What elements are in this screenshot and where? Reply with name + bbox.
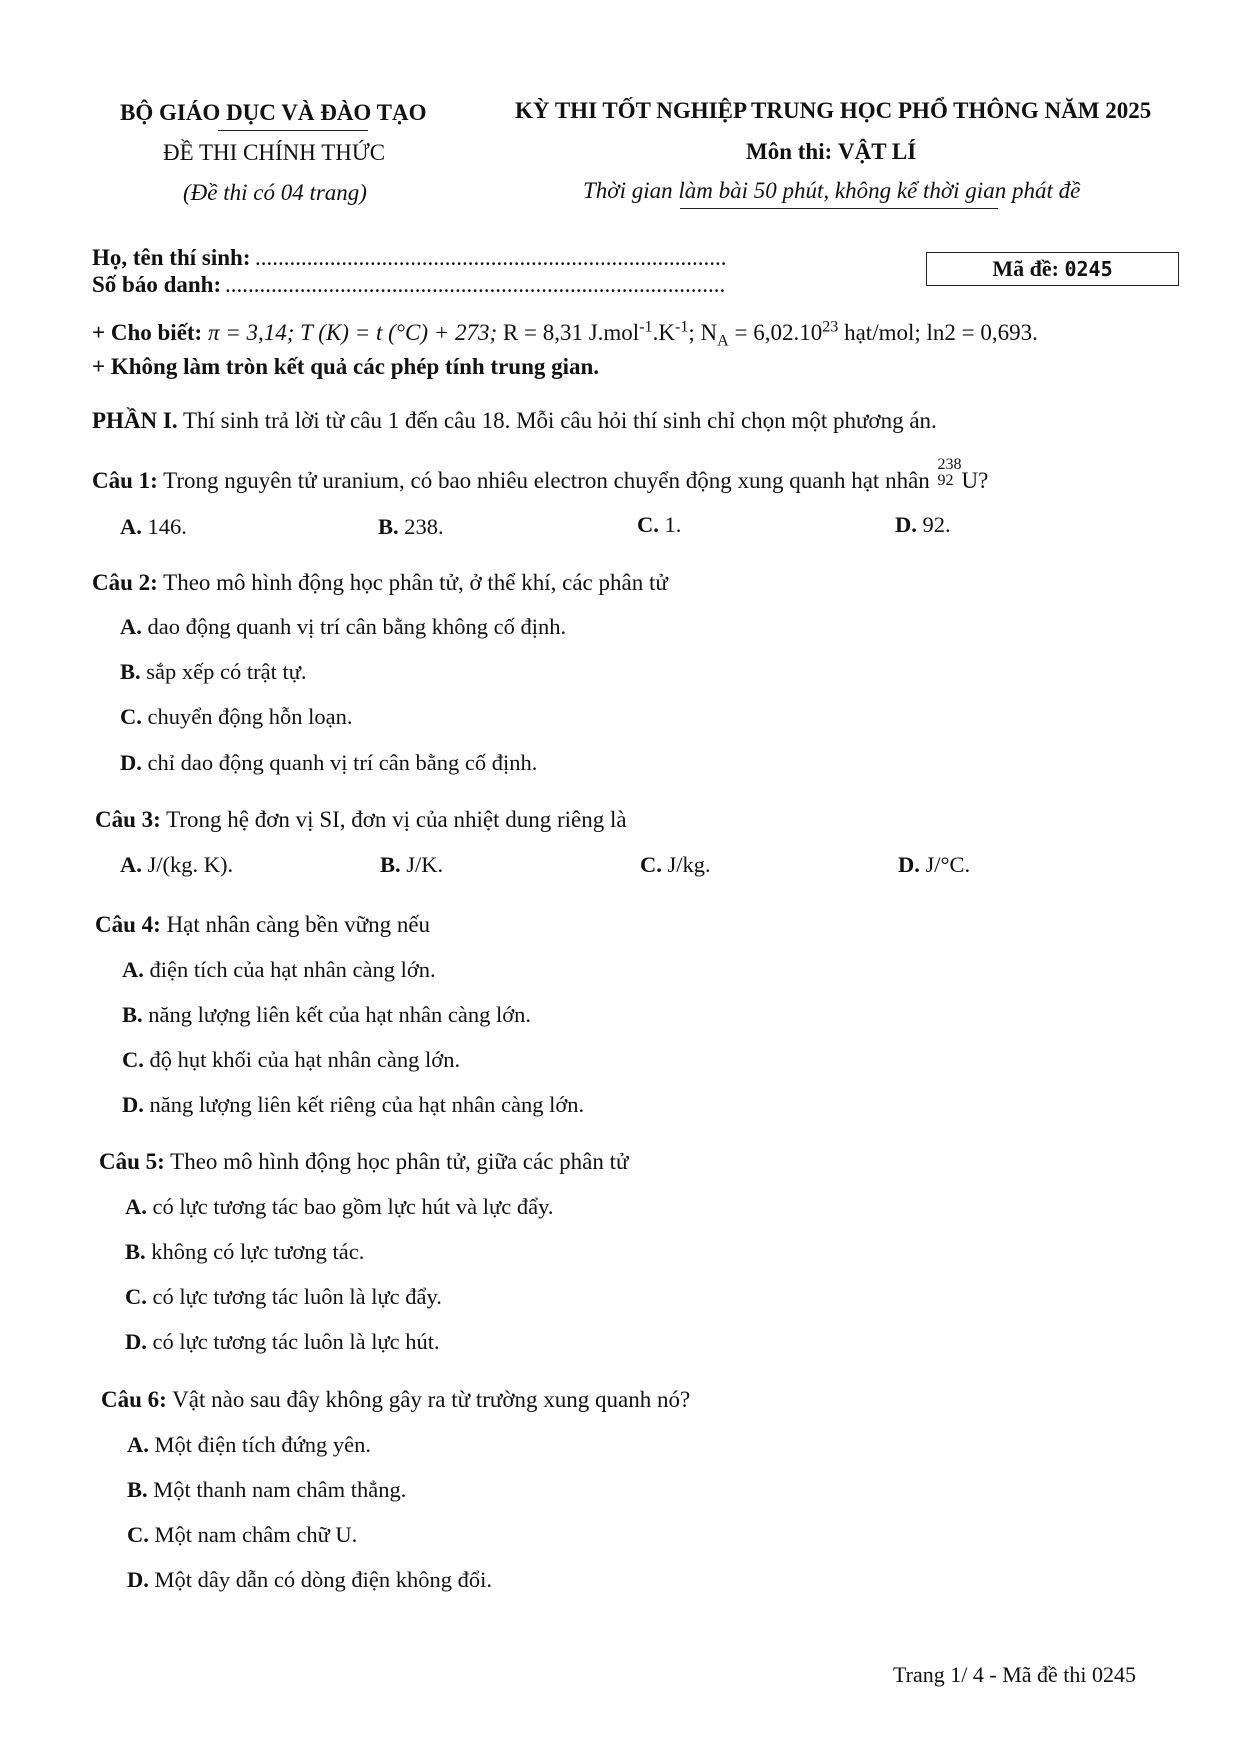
- exam-code-label: Mã đề:: [992, 256, 1059, 281]
- given-r-mid: .K: [652, 320, 675, 345]
- q4-option-c[interactable]: [122, 1047, 460, 1073]
- q4-option-d[interactable]: [122, 1092, 584, 1118]
- given-na: ; N: [688, 320, 718, 345]
- part1-heading: [92, 408, 937, 434]
- q2-label: Câu 2:: [92, 570, 158, 595]
- q4-text: Hạt nhân càng bền vững nếu: [166, 912, 431, 937]
- option-letter: D.: [122, 1092, 144, 1117]
- uranium-nuclide: [936, 456, 962, 489]
- option-letter: B.: [127, 1477, 148, 1502]
- q3-option-c[interactable]: [640, 852, 711, 878]
- option-letter: A.: [125, 1194, 147, 1219]
- subject-label: Môn thi:: [746, 139, 833, 164]
- q6-option-b[interactable]: [127, 1477, 406, 1503]
- q4-stem: [95, 912, 430, 938]
- option-text: độ hụt khối của hạt nhân càng lớn.: [149, 1047, 461, 1072]
- q2-option-a[interactable]: [120, 614, 566, 640]
- option-text: 238.: [404, 514, 444, 539]
- option-text: Một dây dẫn có dòng điện không đổi.: [154, 1567, 492, 1592]
- option-text: Một nam châm chữ U.: [154, 1522, 358, 1547]
- q5-option-a[interactable]: [125, 1194, 553, 1220]
- q1-option-c[interactable]: [637, 512, 681, 538]
- given-na-value: = 6,02.10: [728, 320, 823, 345]
- q2-option-d[interactable]: [120, 750, 537, 776]
- option-letter: B.: [380, 852, 401, 877]
- q2-option-b[interactable]: [120, 659, 307, 685]
- given-constants: [92, 318, 1038, 350]
- option-text: Một thanh nam châm thẳng.: [153, 1477, 407, 1502]
- official-label: ĐỀ THI CHÍNH THỨC: [163, 140, 386, 165]
- q5-option-d[interactable]: [125, 1329, 440, 1355]
- option-text: dao động quanh vị trí cân bằng không cố định.: [147, 614, 567, 639]
- given-temperature: T (K) = t (°C) + 273;: [300, 320, 498, 345]
- subject-name: VẬT LÍ: [838, 139, 917, 164]
- given-na-exp: 23: [822, 318, 839, 336]
- q1-atomic-number: 92: [937, 472, 954, 489]
- id-field[interactable]: .......................................................................................: [225, 272, 726, 297]
- option-text: J/K.: [406, 852, 444, 877]
- q2-option-c[interactable]: [120, 704, 352, 730]
- q6-option-c[interactable]: [127, 1522, 357, 1548]
- option-text: J/kg.: [667, 852, 711, 877]
- name-label: Họ, tên thí sinh:: [92, 245, 251, 270]
- exam-code-box: [926, 252, 1179, 286]
- q1-option-d[interactable]: [895, 512, 951, 538]
- option-letter: A.: [120, 514, 142, 539]
- page-footer: Trang 1/ 4 - Mã đề thi 0245: [893, 1662, 1137, 1687]
- option-text: không có lực tương tác.: [151, 1239, 365, 1264]
- given-r-exp1: -1: [639, 318, 653, 336]
- q4-label: Câu 4:: [95, 912, 161, 937]
- q3-option-d[interactable]: [898, 852, 970, 878]
- option-text: điện tích của hạt nhân càng lớn.: [149, 957, 436, 982]
- given-r-exp2: -1: [674, 318, 689, 336]
- q5-stem: [99, 1149, 628, 1175]
- option-text: chuyển động hỗn loạn.: [147, 704, 353, 729]
- id-label: Số báo danh:: [92, 272, 222, 297]
- ministry-name: BỘ GIÁO DỤC VÀ ĐÀO TẠO: [120, 100, 427, 125]
- given-r: R = 8,31 J.mol: [502, 320, 640, 345]
- q3-stem: [95, 807, 627, 833]
- option-letter: D.: [125, 1329, 147, 1354]
- q1-option-a[interactable]: [120, 514, 187, 540]
- option-letter: A.: [122, 957, 144, 982]
- given-prefix: + Cho biết:: [92, 320, 203, 345]
- q6-option-a[interactable]: [127, 1432, 371, 1458]
- q4-option-a[interactable]: [122, 957, 436, 983]
- q2-text: Theo mô hình động học phân tử, ở thể khí, các phân tử: [163, 570, 668, 595]
- q3-text: Trong hệ đơn vị SI, đơn vị của nhiệt dung riêng là: [166, 807, 627, 832]
- time-note: Thời gian làm bài 50 phút, không kể thời gian phát đề: [583, 178, 1081, 203]
- exam-title: KỲ THI TỐT NGHIỆP TRUNG HỌC PHỔ THÔNG NĂM 2025: [515, 98, 1152, 123]
- q1-text: Trong nguyên tử uranium, có bao nhiêu electron chuyển động xung quanh hạt nhân: [163, 468, 930, 493]
- q1-stem: [92, 456, 989, 494]
- option-text: năng lượng liên kết của hạt nhân càng lớn.: [148, 1002, 532, 1027]
- option-letter: C.: [120, 704, 142, 729]
- option-letter: C.: [640, 852, 662, 877]
- option-letter: B.: [122, 1002, 143, 1027]
- option-text: J/(kg. K).: [147, 852, 234, 877]
- pages-note: (Đề thi có 04 trang): [183, 180, 367, 205]
- q6-stem: [101, 1387, 690, 1413]
- q2-stem: [92, 570, 668, 596]
- q1-symbol: U?: [961, 468, 989, 493]
- option-letter: A.: [120, 852, 142, 877]
- option-letter: C.: [127, 1522, 149, 1547]
- option-letter: B.: [378, 514, 399, 539]
- q3-label: Câu 3:: [95, 807, 161, 832]
- q6-label: Câu 6:: [101, 1387, 167, 1412]
- q3-option-b[interactable]: [380, 852, 443, 878]
- option-text: 92.: [922, 512, 951, 537]
- exam-code-value: 0245: [1064, 257, 1113, 281]
- option-letter: A.: [127, 1432, 149, 1457]
- option-letter: C.: [125, 1284, 147, 1309]
- part1-text: Thí sinh trả lời từ câu 1 đến câu 18. Mỗi câu hỏi thí sinh chỉ chọn một phương án.: [182, 408, 937, 433]
- given-pi: π = 3,14;: [207, 320, 295, 345]
- q1-mass-number: 238: [937, 456, 962, 473]
- ministry-underline: [218, 130, 368, 131]
- option-text: Một điện tích đứng yên.: [154, 1432, 372, 1457]
- part1-label: PHẦN I.: [92, 408, 178, 433]
- given-na-unit: hạt/mol; ln2 = 0,693.: [838, 320, 1038, 345]
- option-text: năng lượng liên kết riêng của hạt nhân càng lớn.: [149, 1092, 585, 1117]
- q5-option-c[interactable]: [125, 1284, 442, 1310]
- option-letter: D.: [120, 750, 142, 775]
- option-letter: C.: [122, 1047, 144, 1072]
- option-letter: A.: [120, 614, 142, 639]
- q5-label: Câu 5:: [99, 1149, 165, 1174]
- option-letter: B.: [120, 659, 141, 684]
- name-field[interactable]: ..................................................................................: [255, 245, 727, 270]
- q1-label: Câu 1:: [92, 468, 158, 493]
- q3-option-a[interactable]: [120, 852, 233, 878]
- option-letter: D.: [895, 512, 917, 537]
- q4-option-b[interactable]: [122, 1002, 531, 1028]
- option-text: có lực tương tác luôn là lực đẩy.: [152, 1284, 442, 1309]
- option-letter: C.: [637, 512, 659, 537]
- option-letter: D.: [127, 1567, 149, 1592]
- given-na-sub: A: [717, 332, 729, 350]
- q5-option-b[interactable]: [125, 1239, 364, 1265]
- time-underline: [680, 208, 998, 209]
- option-text: có lực tương tác bao gồm lực hút và lực đẩy.: [152, 1194, 554, 1219]
- option-letter: D.: [898, 852, 920, 877]
- subject-line: [746, 139, 916, 165]
- q6-option-d[interactable]: [127, 1567, 492, 1593]
- option-text: 146.: [147, 514, 187, 539]
- q1-option-b[interactable]: [378, 514, 444, 540]
- q5-text: Theo mô hình động học phân tử, giữa các phân tử: [170, 1149, 629, 1174]
- option-text: có lực tương tác luôn là lực hút.: [152, 1329, 440, 1354]
- q6-text: Vật nào sau đây không gây ra từ trường xung quanh nó?: [172, 1387, 691, 1412]
- option-text: J/°C.: [925, 852, 971, 877]
- option-letter: B.: [125, 1239, 146, 1264]
- option-text: sắp xếp có trật tự.: [146, 659, 307, 684]
- option-text: 1.: [664, 512, 682, 537]
- rounding-note: + Không làm tròn kết quả các phép tính trung gian.: [92, 354, 600, 379]
- option-text: chỉ dao động quanh vị trí cân bằng cố định.: [147, 750, 538, 775]
